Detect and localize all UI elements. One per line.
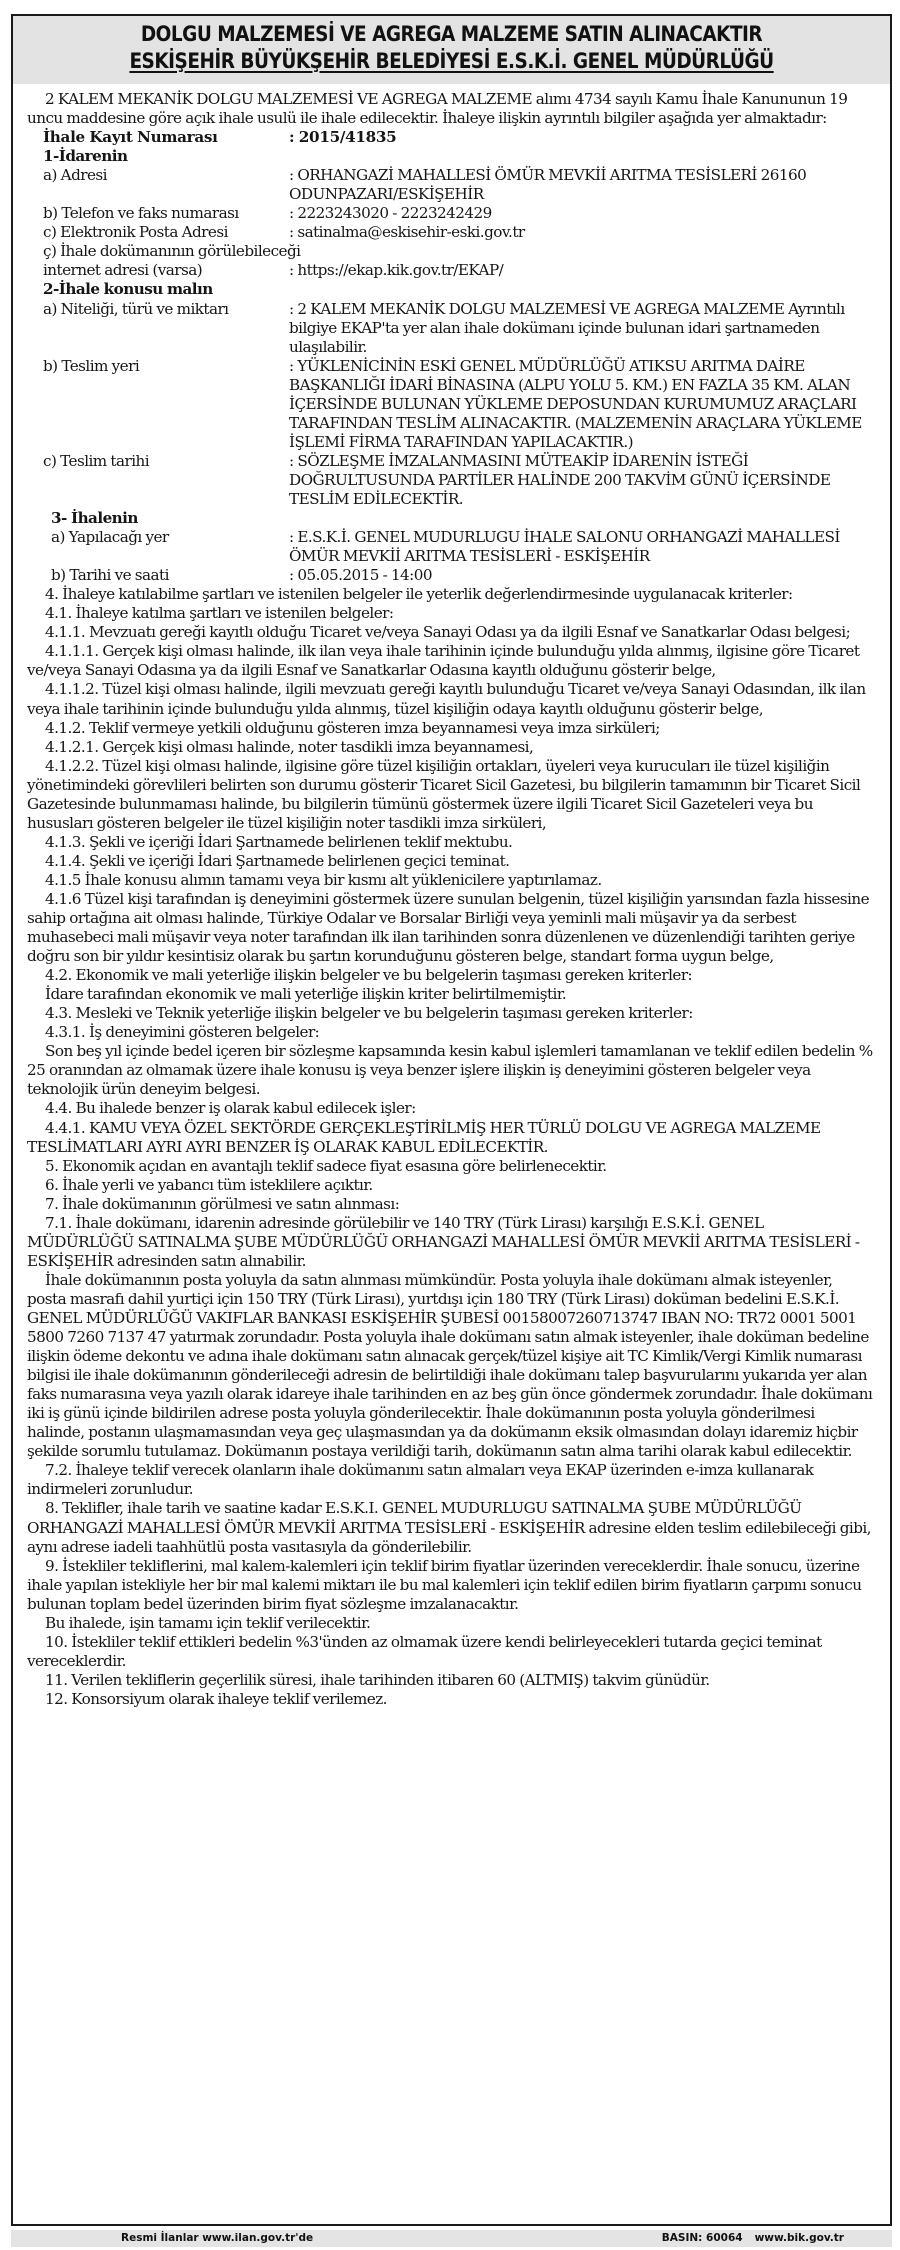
row-value: : 05.05.2015 - 14:00	[289, 566, 432, 585]
ekap-link[interactable]: : https://ekap.kik.gov.tr/EKAP/	[289, 261, 504, 280]
footer-bar	[11, 2230, 892, 2247]
condition-paragraph: 12. Konsorsiyum olarak ihaleye teklif verilemez.	[45, 1689, 387, 1708]
condition-paragraph: 8. Teklifler, ihale tarih ve saatine kadar E.S.K.I. GENEL MUDURLUGU SATINALMA ŞUBE MÜDÜRLÜĞÜ ORHANGAZİ MAHALLESİ ÖMÜR MEVKİİ ARITMA TESİSLERİ - ESKİŞEHİR adresine elden teslim edilebileceği gibi, aynı adrese iadeli taahhütlü posta vasıtasıyla da gönderilebilir.	[27, 1499, 871, 1556]
row-value: : satinalma@eskisehir-eski.gov.tr	[289, 223, 525, 242]
row-value: : E.S.K.İ. GENEL MUDURLUGU İHALE SALONU ORHANGAZİ MAHALLESİ ÖMÜR MEVKİİ ARITMA TESİSLERİ - ESKİŞEHİR	[289, 528, 840, 566]
web-row	[27, 261, 874, 280]
condition-paragraph: 4.3. Mesleki ve Teknik yeterliğe ilişkin belgeler ve bu belgelerin taşıması gereken kriterler:	[45, 1004, 693, 1023]
condition-paragraph: Bu ihalede, işin tamamı için teklif verilecektir.	[45, 1613, 371, 1632]
condition-paragraph: 11. Verilen tekliflerin geçerlilik süresi, ihale tarihinden itibaren 60 (ALTMIŞ) takvim günüdür.	[45, 1670, 710, 1689]
condition-paragraph: 4.1.1.2. Tüzel kişi olması halinde, ilgili mevzuatı gereği kayıtlı bulunduğu Ticaret ve/veya Sanayi Odasından, ilk ilan veya ihale tarihinin içinde bulunduğu yılda alınmış, tüzel kişiliğin odaya kayıtlı olduğunu gösterir belge,	[27, 680, 866, 718]
section-2-title: 2-İhale konusu malın	[43, 280, 213, 299]
row-label: c) Elektronik Posta Adresi	[43, 223, 228, 242]
condition-paragraph: 4.1.5 İhale konusu alımın tamamı veya bir kısmı alt yüklenicilere yaptırılamaz.	[45, 870, 602, 889]
row-value: : 2 KALEM MEKANİK DOLGU MALZEMESİ VE AGREGA MALZEME Ayrıntılı bilgiye EKAP'ta yer alan ihale dokümanı içinde bulunan idari şartnameden ulaşılabilir.	[289, 299, 845, 356]
condition-paragraph: İdare tarafından ekonomik ve mali yeterliğe ilişkin kriter belirtilmemiştir.	[45, 985, 567, 1004]
intro-paragraph: 2 KALEM MEKANİK DOLGU MALZEMESİ VE AGREGA MALZEME alımı 4734 sayılı Kamu İhale Kanununun 19 uncu maddesine göre açık ihale usulü ile ihale edilecektir. İhaleye ilişkin ayrıntılı bilgiler aşağıda yer almaktadır:	[27, 90, 848, 128]
condition-paragraph: 4.1.2.1. Gerçek kişi olması halinde, noter tasdikli imza beyannamesi,	[45, 737, 534, 756]
registry-label: İhale Kayıt Numarası	[43, 128, 218, 147]
web-label-line-1: ç) İhale dokümanının görülebileceği	[43, 242, 301, 261]
section-1-row	[27, 223, 874, 242]
row-label: a) Niteliği, türü ve miktarı	[43, 299, 229, 318]
condition-paragraph: 4.1.4. Şekli ve içeriği İdari Şartnamede belirlenen geçici teminat.	[45, 851, 510, 870]
condition-paragraph: 4.4. Bu ihalede benzer iş olarak kabul edilecek işler:	[45, 1099, 416, 1118]
section-2-row	[27, 300, 874, 357]
condition-paragraph: 5. Ekonomik açıdan en avantajlı teklif sadece fiyat esasına göre belirlenecektir.	[45, 1156, 607, 1175]
footer-official-ads-link[interactable]: Resmi İlanlar www.ilan.gov.tr'de	[121, 2232, 314, 2244]
condition-paragraph: 4. İhaleye katılabilme şartları ve istenilen belgeler ile yeterlik değerlendirmesinde uygulanacak kriterler:	[45, 585, 793, 604]
section-2-row	[27, 452, 874, 509]
condition-paragraph: 4.1.2.2. Tüzel kişi olması halinde, ilgisine göre tüzel kişiliğin ortakları, üyeleri veya kurucuları ile tüzel kişiliğin yönetimindeki görevlileri belirten son durumu gösterir Ticaret Sicil Gazetesi, bu bilgilerin tamamının bir Ticaret Sicil Gazetesinde bulunmaması halinde, bu bilgilerin tümünü göstermek üzere ilgili Ticaret Sicil Gazeteleri veya bu hususları gösteren belgeler ile tüzel kişiliğin noter tasdikli imza sirküleri,	[27, 756, 861, 832]
announcement-body	[13, 84, 890, 1709]
row-value: : YÜKLENİCİNİN ESKİ GENEL MÜDÜRLÜĞÜ ATIKSU ARITMA DAİRE BAŞKANLIĞI İDARİ BİNASINA (ALPU YOLU 5. KM.) EN FAZLA 35 KM. ALAN İÇERSİNDE BULUNAN YÜKLEME DEPOSUNDAN KURUMUMUZ ARAÇLARI TARAFINDAN TESLİM ALINACAKTIR. (MALZEMENİN ARAÇLARA YÜKLEME İŞLEMİ FİRMA TARAFINDAN YAPILACAKTIR.)	[289, 356, 862, 451]
condition-paragraph: İhale dokümanının posta yoluyla da satın alınması mümkündür. Posta yoluyla ihale dokümanı almak isteyenler, posta masrafı dahil yurtiçi için 150 TRY (Türk Lirası), yurtdışı için 180 TRY (Türk Lirası) doküman bedelini E.S.K.İ. GENEL MÜDÜRLÜĞÜ VAKIFLAR BANKASI ESKİŞEHİR ŞUBESİ 00158007260713747 IBAN NO: TR72 0001 5001 5800 7260 7137 47 yatırmak zorundadır. Posta yoluyla ihale dokümanı satın almak isteyenler, ihale doküman bedeline ilişkin ödeme dekontu ve adına ihale dokümanı satın alınacak gerçek/tüzel kişiye ait TC Kimlik/Vergi Kimlik numarası bilgisi ile ihale dokümanının gönderileceği adresin de belirtildiği ihale dokümanı talep başvurularını yukarıda yer alan faks numarasına veya yazılı olarak idareye ihale tarihinden en az beş gün önce göndermek zorundadır. İhale dokümanı iki iş günü içinde bildirilen adrese posta yoluyla gönderilecektir. İhale dokümanının posta yoluyla gönderilmesi halinde, postanın ulaşmamasından veya geç ulaşmasından ya da dokümanın eksik olmasından dolayı idaremiz hiçbir şekilde sorumlu tutulamaz. Dokümanın postaya verildiği tarih, dokümanın satın alma tarihi olarak kabul edilecektir.	[27, 1270, 873, 1461]
registry-row	[27, 128, 874, 147]
section-3-row	[27, 566, 874, 585]
condition-paragraph: 4.1.3. Şekli ve içeriği İdari Şartnamede belirlenen teklif mektubu.	[45, 832, 513, 851]
announcement-box	[11, 14, 892, 2226]
condition-paragraph: 4.3.1. İş deneyimini gösteren belgeler:	[45, 1023, 320, 1042]
condition-paragraph: 4.1.6 Tüzel kişi tarafından iş deneyimini göstermek üzere sunulan belgenin, tüzel kişiliğin yarısından fazla hissesine sahip ortağına ait olması halinde, Türkiye Odalar ve Borsalar Birliği veya yeminli mali müşavir ya da serbest muhasebeci mali müşavir veya noter tarafından ilk ilan tarihinden sonra düzenlenen ve düzenlendiği tarihten geriye doğru son bir yıldır kesintisiz olarak bu şartın korunduğunu gösteren belge, standart forma uygun belge,	[27, 889, 870, 966]
condition-paragraph: 4.1.1.1. Gerçek kişi olması halinde, ilk ilan veya ihale tarihinin içinde bulunduğu yılda alınmış, ilgisine göre Ticaret ve/veya Sanayi Odasına ya da ilgili Esnaf ve Sanatkarlar Odasına kayıtlı olduğunu gösterir belge,	[27, 642, 860, 680]
title-line-1: DOLGU MALZEMESİ VE AGREGA MALZEME SATIN ALINACAKTIR	[140, 22, 763, 47]
condition-paragraph: 4.1. İhaleye katılma şartları ve istenilen belgeler:	[45, 604, 394, 623]
section-3-title: 3- İhalenin	[51, 509, 138, 528]
press-code: BASIN: 60064	[661, 2232, 743, 2244]
conditions-list	[27, 585, 874, 1709]
row-label: b) Telefon ve faks numarası	[43, 204, 239, 223]
condition-paragraph: Son beş yıl içinde bedel içeren bir sözleşme kapsamında kesin kabul işlemleri tamamlanan ve teklif edilen bedelin % 25 oranından az olmamak üzere ihale konusu iş veya benzer işlere ilişkin iş deneyimini gösteren belgeler veya teknolojik ürün deneyim belgesi.	[27, 1042, 873, 1099]
row-value: : 2223243020 - 2223242429	[289, 204, 492, 223]
row-label: c) Teslim tarihi	[43, 451, 150, 470]
footer-right	[662, 2230, 844, 2247]
section-3-row	[27, 528, 874, 566]
registry-value: : 2015/41835	[289, 128, 397, 147]
row-value: : SÖZLEŞME İMZALANMASINI MÜTEAKİP İDARENİN İSTEĞİ DOĞRULTUSUNDA PARTİLER HALİNDE 200 TAKVİM GÜNÜ İÇERSİNDE TESLİM EDİLECEKTİR.	[289, 451, 831, 508]
condition-paragraph: 7.2. İhaleye teklif verecek olanların ihale dokümanını satın almaları veya EKAP üzerinden e-imza kullanarak indirmeleri zorunludur.	[27, 1461, 814, 1499]
row-label: a) Adresi	[43, 166, 107, 185]
footer-site-link[interactable]: www.bik.gov.tr	[754, 2232, 844, 2244]
condition-paragraph: 4.1.1. Mevzuatı gereği kayıtlı olduğu Ticaret ve/veya Sanayi Odası ya da ilgili Esnaf ve Sanatkarlar Odası belgesi;	[45, 623, 851, 642]
web-label-row	[27, 242, 874, 261]
row-value: : ORHANGAZİ MAHALLESİ ÖMÜR MEVKİİ ARITMA TESİSLERİ 26160 ODUNPAZARI/ESKİŞEHİR	[289, 166, 807, 204]
condition-paragraph: 9. İstekliler tekliflerini, mal kalem-kalemleri için teklif birim fiyatlar üzerinden vereceklerdir. İhale sonucu, üzerine ihale yapılan istekliyle her bir mal kalemi miktarı ile bu mal kalemleri için teklif edilen birim fiyatların çarpımı sonucu bulunan toplam bedel üzerinden birim fiyat sözleşme imzalanacaktır.	[27, 1556, 862, 1613]
condition-paragraph: 10. İstekliler teklif ettikleri bedelin %3'ünden az olmamak üzere kendi belirleyecekleri tutarda geçici teminat vereceklerdir.	[27, 1632, 822, 1670]
condition-paragraph: 6. İhale yerli ve yabancı tüm isteklilere açıktır.	[45, 1175, 373, 1194]
condition-paragraph: 4.4.1. KAMU VEYA ÖZEL SEKTÖRDE GERÇEKLEŞTİRİLMİŞ HER TÜRLÜ DOLGU VE AGREGA MALZEME TESLİMATLARI AYRI AYRI BENZER İŞ OLARAK KABUL EDİLECEKTİR.	[27, 1118, 821, 1156]
row-label: b) Tarihi ve saati	[51, 566, 169, 585]
condition-paragraph: 4.1.2. Teklif vermeye yetkili olduğunu gösteren imza beyannamesi veya imza sirküleri;	[45, 718, 660, 737]
row-label: b) Teslim yeri	[43, 356, 140, 375]
title-line-2: ESKİŞEHİR BÜYÜKŞEHİR BELEDİYESİ E.S.K.İ. GENEL MÜDÜRLÜĞÜ	[129, 49, 774, 74]
condition-paragraph: 7.1. İhale dokümanı, idarenin adresinde görülebilir ve 140 TRY (Türk Lirası) karşılığı E.S.K.İ. GENEL MÜDÜRLÜĞÜ SATINALMA ŞUBE MÜDÜRLÜĞÜ ORHANGAZİ MAHALLESİ ÖMÜR MEVKİİ ARITMA TESİSLERİ - ESKİŞEHİR adresinden satın alınabilir.	[27, 1213, 860, 1270]
condition-paragraph: 7. İhale dokümanının görülmesi ve satın alınması:	[45, 1194, 400, 1213]
section-1-row	[27, 166, 874, 204]
row-label: a) Yapılacağı yer	[51, 528, 169, 547]
section-2-row	[27, 357, 874, 452]
condition-paragraph: 4.2. Ekonomik ve mali yeterliğe ilişkin belgeler ve bu belgelerin taşıması gereken kriterler:	[45, 966, 693, 985]
announcement-header	[13, 16, 890, 84]
section-1-title: 1-İdarenin	[43, 147, 128, 166]
web-label-line-2: internet adresi (varsa)	[43, 261, 203, 280]
section-1-row	[27, 204, 874, 223]
